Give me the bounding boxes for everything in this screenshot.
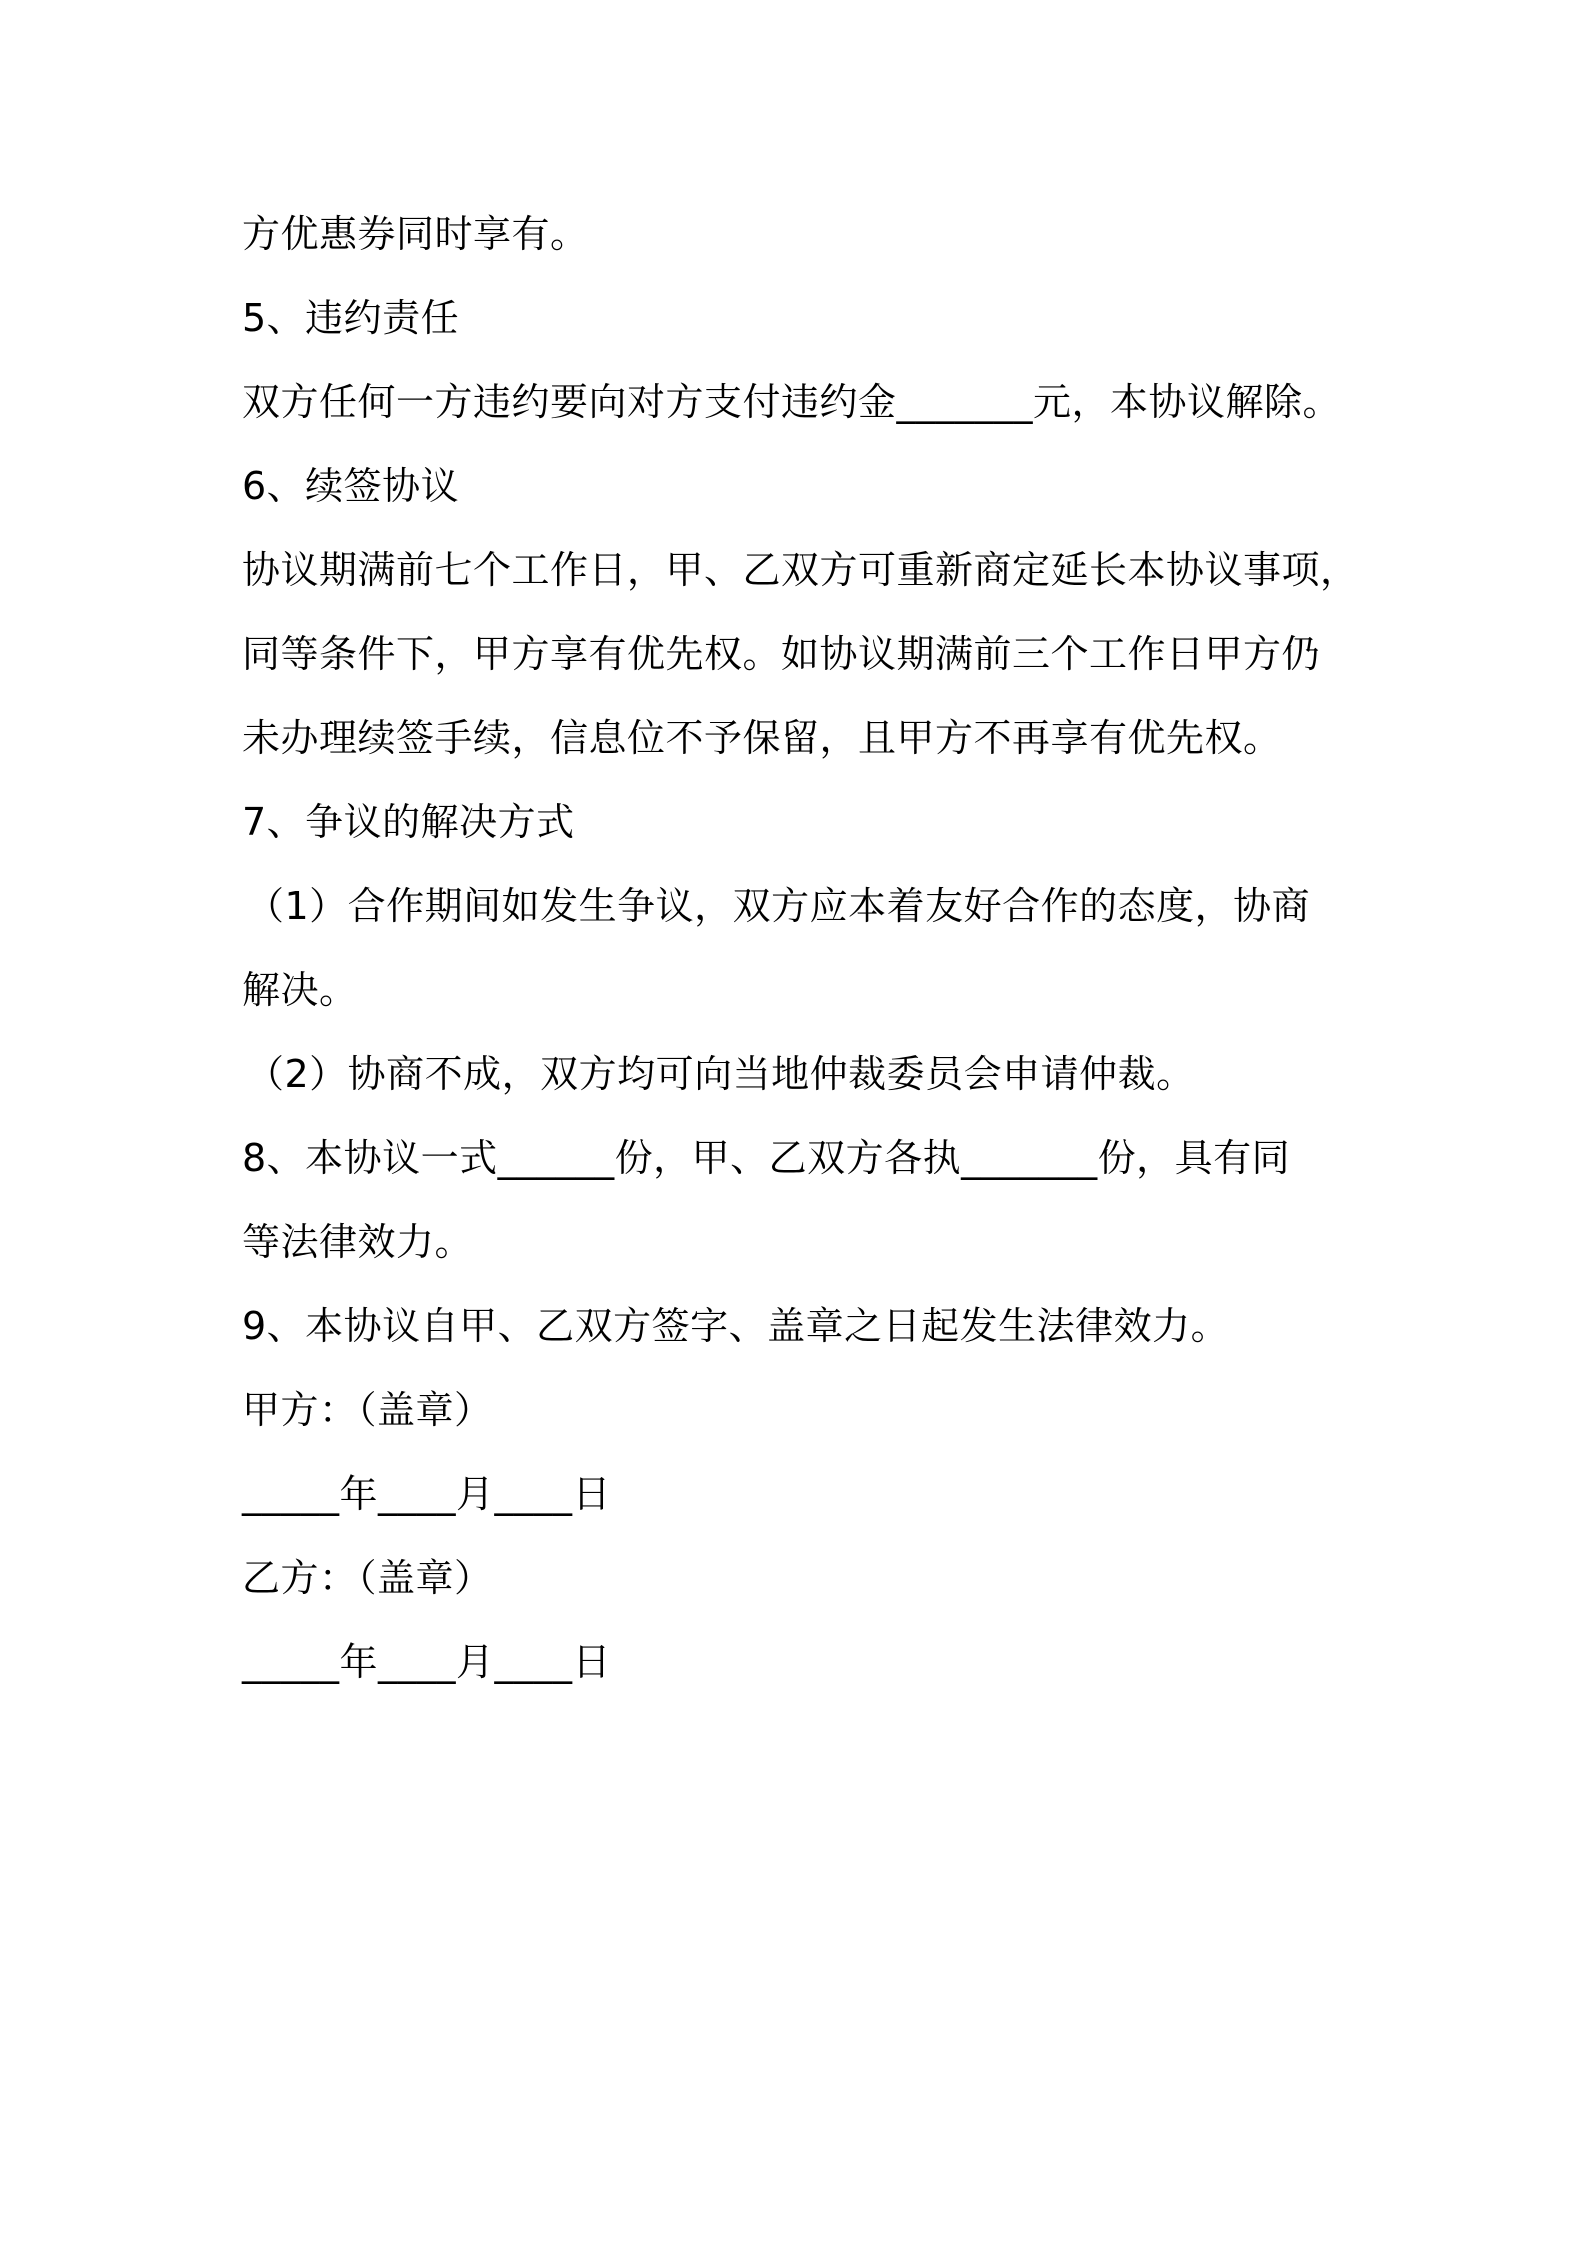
clause-6-heading: 6、续签协议 bbox=[242, 464, 460, 508]
clause-5-text: 双方任何一方违约要向对方支付违约金_______元，本协议解除。 bbox=[242, 380, 1342, 424]
clause-7-heading: 7、争议的解决方式 bbox=[242, 800, 575, 844]
clause-6-text-line-3: 未办理续签手续，信息位不予保留，且甲方不再享有优先权。 bbox=[242, 716, 1282, 760]
clause-6-text-line-1: 协议期满前七个工作日，甲、乙双方可重新商定延长本协议事项， bbox=[242, 548, 1359, 592]
clause-7-item-2: （2）协商不成，双方均可向当地仲裁委员会申请仲裁。 bbox=[246, 1052, 1195, 1096]
clause-6-text-line-2: 同等条件下，甲方享有优先权。如协议期满前三个工作日甲方仍 bbox=[242, 632, 1321, 676]
party-b-seal-label: 乙方：（盖章） bbox=[242, 1556, 493, 1600]
document-body bbox=[242, 192, 1392, 1704]
clause-8-line-2: 等法律效力。 bbox=[242, 1220, 474, 1264]
clause-7-item-1-line-1: （1）合作期间如发生争议，双方应本着友好合作的态度，协商 bbox=[246, 884, 1311, 928]
clause-8-line-1: 8、本协议一式______份，甲、乙双方各执_______份，具有同 bbox=[242, 1136, 1291, 1180]
clause-5-heading: 5、违约责任 bbox=[242, 296, 460, 340]
party-a-date-line: _____年____月____日 bbox=[242, 1472, 612, 1516]
clause-9: 9、本协议自甲、乙双方签字、盖章之日起发生法律效力。 bbox=[242, 1304, 1230, 1348]
clause-4-continuation: 方优惠券同时享有。 bbox=[242, 212, 589, 256]
party-b-date-line: _____年____月____日 bbox=[242, 1640, 612, 1684]
clause-7-item-1-line-2: 解决。 bbox=[242, 968, 358, 1012]
party-a-seal-label: 甲方：（盖章） bbox=[242, 1388, 493, 1432]
